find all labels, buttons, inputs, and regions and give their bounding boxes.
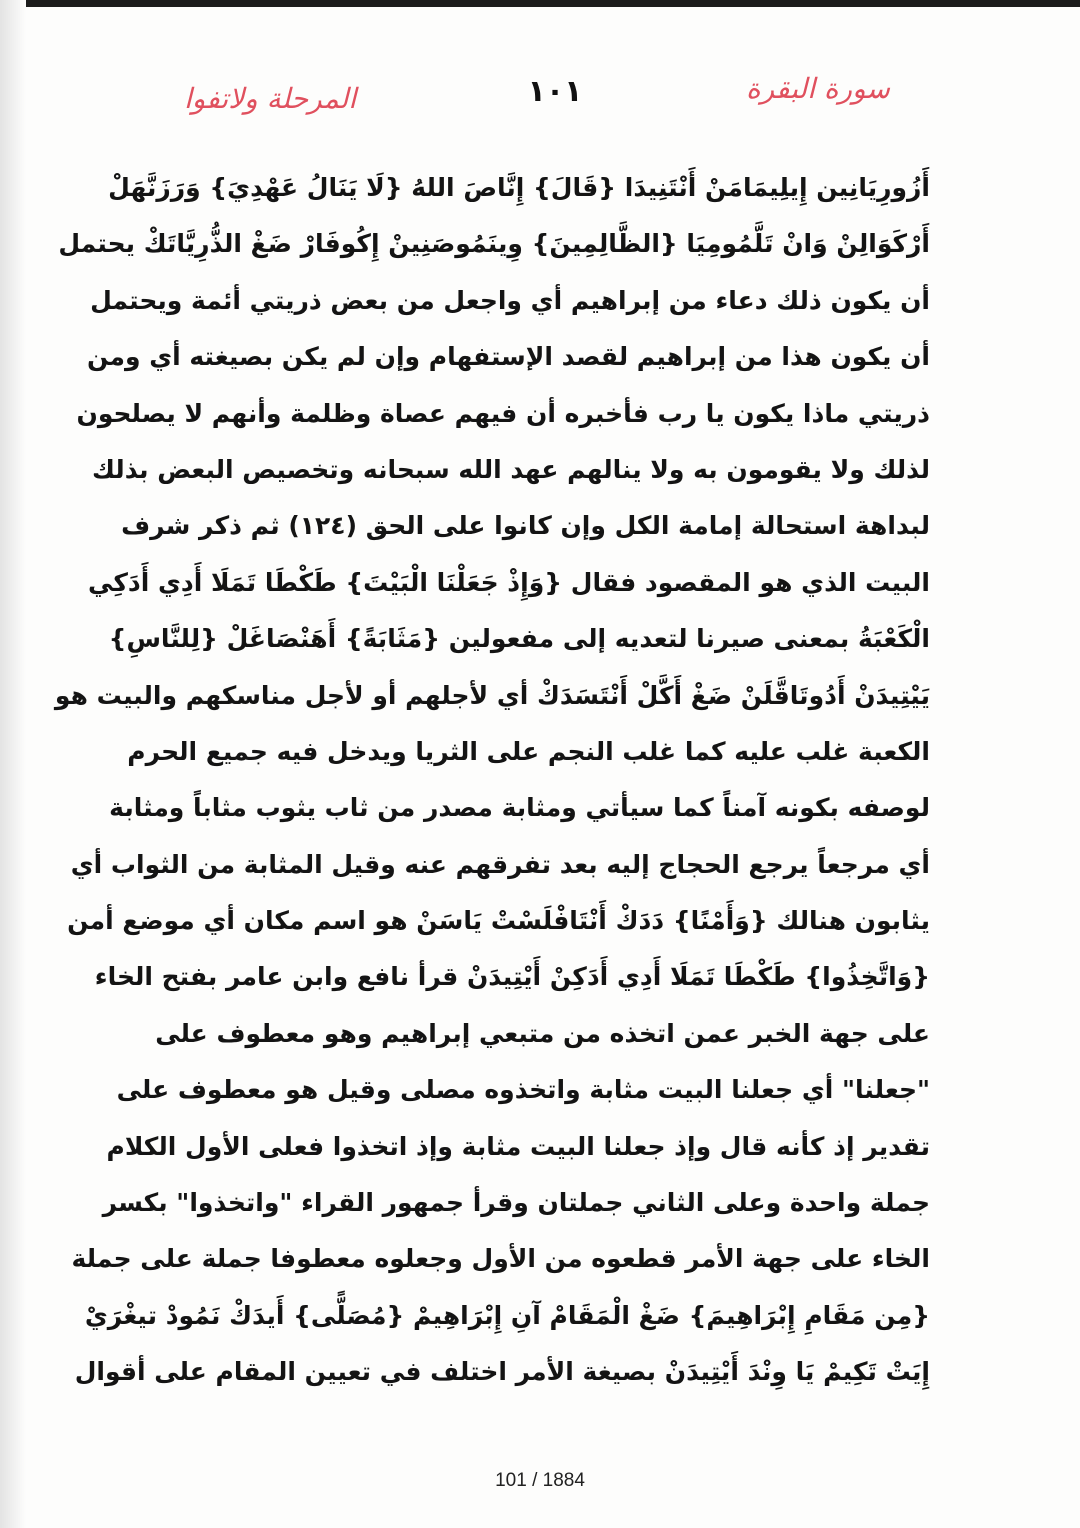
text-line: {وَاتَّخِذُوا} طَكْطَا تَمَلَا أَدِي أَدَكِنْ أَيْتِيدَنْ قرأ نافع وابن عامر بفتح الخاء: [94, 962, 930, 992]
text-line: يثابون هنالك {وَأَمْنًا} دَدَكْ أَنْتَافْلَسْتْ يَاسَنْ هو اسم مكان أي موضع أمن: [67, 906, 930, 936]
text-line: أن يكون ذلك دعاء من إبراهيم أي واجعل من بعض ذريتي أئمة ويحتمل: [90, 285, 930, 315]
text-line: أَزُورِيَانِين إِيلِيمَامَنْ أَنْتَنِيدَا {قَالَ} إِنَّاصَ اللهُ {لَا يَنَالُ عَهْدِيَ} وَرَزَنَّهَلْ: [108, 173, 930, 202]
text-line: أي مرجعاً يرجع الحجاج إليه بعد تفرقهم عنه وقيل المثابة من الثواب أي: [70, 849, 930, 879]
text-line: أَرْكَوَالِنْ وَانْ تَلَّمُومِيَا {الظَّالِمِينَ} وِينَمُوصَنِينْ إِكُوفَارْ ضَغْ الذُّرِيَّاتَكْ يحتمل: [58, 229, 930, 259]
text-line: البيت الذي هو المقصود فقال {وَإِذْ جَعَلْنَا الْبَيْتَ} طَكْطَا تَمَلَا أَدِي أَدَكِي: [88, 567, 930, 597]
text-line: تقدير إذ كأنه قال وإذ جعلنا البيت مثابة وإذ اتخذوا فعلى الأول الكلام: [106, 1131, 930, 1161]
text-line: لبداهة استحالة إمامة الكل وإن كانوا على الحق (١٢٤) ثم ذكر شرف: [121, 511, 930, 541]
text-line: جملة واحدة وعلى الثاني جملتان وقرأ جمهور القراء "واتخذوا" بكسر: [102, 1188, 930, 1218]
page-indicator: 101 / 1884: [495, 1470, 585, 1491]
body-text: [54, 160, 930, 1401]
text-line: إِيَتْ تَكِيمْ يَا وِنْدَ أَيْتِيدَنْ بصيغة الأمر اختلف في تعيين المقام على أقوال: [74, 1357, 930, 1387]
page-header: [170, 66, 930, 126]
text-line: يَيْتِيدَنْ أَدُوتَاقَّلَنْ ضَغْ أَكَّلْ أَنْتَسَدَكْ أي لأجلهم أو لأجل مناسكهم والبيت هو: [54, 680, 930, 710]
text-line: لوصفه بكونه آمناً كما سيأتي ومثابة مصدر من ثاب يثوب مثاباً ومثابة: [109, 793, 930, 823]
text-line: "جعلنا" أي جعلنا البيت مثابة واتخذوه مصلى وقيل هو معطوف على: [116, 1075, 930, 1105]
arabic-page-number: ١٠١: [527, 74, 583, 109]
handwritten-surah-title: سورة البقرة: [745, 72, 890, 105]
text-line: على جهة الخبر عمن اتخذه من متبعي إبراهيم وهو معطوف على: [155, 1018, 930, 1048]
text-line: {مِن مَقَامِ إِبْرَاهِيمَ} ضَغْ الْمَقَامْ آنِ إِبْرَاهِيمْ {مُصَلًّى} أَيدَكْ نَمُودْ تيغْرَيْ: [84, 1300, 930, 1330]
text-line: ذريتي ماذا يكون يا رب فأخبره أن فيهم عصاة وظلمة وأنهم لا يصلحون: [76, 398, 930, 428]
handwritten-note: المرحلة ولاتفوا: [184, 82, 357, 115]
text-line: أن يكون هذا من إبراهيم لقصد الإستفهام وإن لم يكن بصيغته أي ومن: [86, 342, 930, 372]
scan-top-border: [0, 0, 1080, 7]
text-line: الْكَعْبَةُ بمعنى صيرنا لتعديه إلى مفعولين {مَثَابَةً} أَهَنْصَاغَلْ {لِلنَّاسِ}: [108, 624, 930, 654]
scan-left-shadow: [0, 0, 26, 1528]
text-line: الكعبة غلب عليه كما غلب النجم على الثريا ويدخل فيه جميع الحرم: [127, 736, 930, 766]
text-line: لذلك ولا يقومون به ولا ينالهم عهد الله سبحانه وتخصيص البعض بذلك: [92, 454, 930, 484]
text-line: الخاء على جهة الأمر قطعوه من الأول وجعلوه معطوفا جملة على جملة: [71, 1244, 930, 1274]
